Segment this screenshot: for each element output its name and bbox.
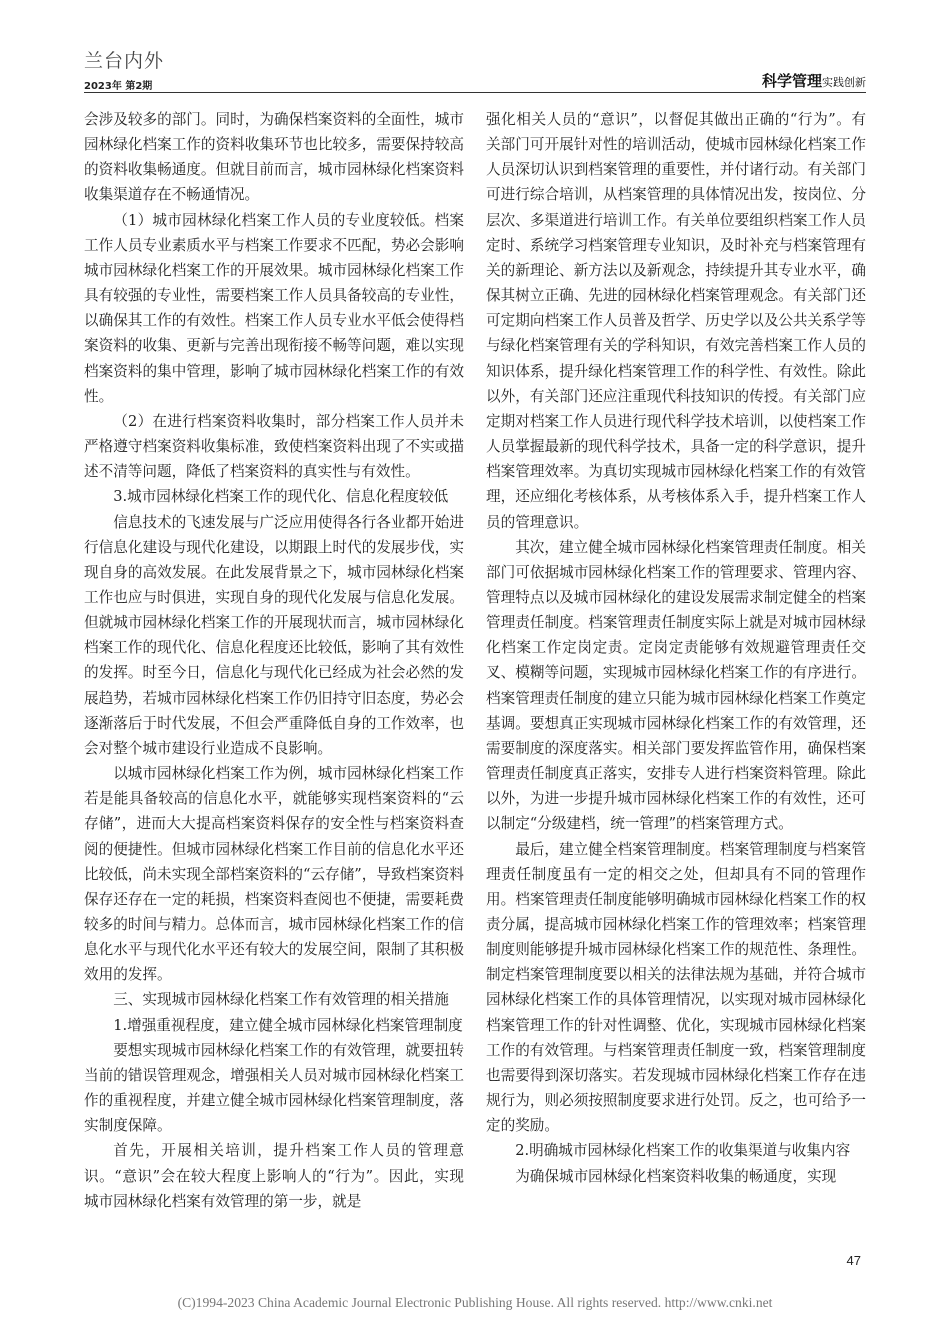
paragraph: 最后，建立健全档案管理制度。档案管理制度与档案管理责任制度虽有一定的相交之处，但却具有不同的管理作用。档案管理责任制度能够明确城市园林绿化档案工作的权责分属，提高城市园林绿化档案工作的管理效率；档案管理制度则能够提升城市园林绿化档案工作的规范性、条理性。制定档案管理制度要以相关的法律法规为基础，并符合城市园林绿化档案工作的具体管理情况，以实现对城市园林绿化档案管理工作的针对性调整、优化，实现城市园林绿化档案工作的有效管理。与档案管理责任制度一致，档案管理制度也需要得到深切落实。若发现城市园林绿化档案工作存在违规行为，则必须按照制度要求进行处罚。反之，也可给予一定的奖励。 [486, 840, 866, 1135]
right-column [486, 107, 866, 1189]
paragraph: 要想实现城市园林绿化档案工作的有效管理，就要扭转当前的错误管理观念，增强相关人员对城市园林绿化档案工作的重视程度，并建立健全城市园林绿化档案管理制度，落实制度保障。 [84, 1041, 464, 1135]
paragraph: （1）城市园林绿化档案工作人员的专业度较低。档案工作人员专业素质水平与档案工作要求不匹配，势必会影响城市园林绿化档案工作的开展效果。城市园林绿化档案工作具有较强的专业性，需要档案工作人员具备较高的专业性，以确保其工作的有效性。档案工作人员专业水平低会使得档案资料的收集、更新与完善出现衔接不畅等问题，难以实现档案资料的集中管理，影响了城市园林绿化档案工作的有效性。 [84, 211, 464, 405]
left-column [84, 107, 464, 1214]
journal-name: 兰台内外 [84, 50, 165, 72]
brand-main: 科学管理 [761, 72, 822, 90]
paragraph: 会涉及较多的部门。同时，为确保档案资料的全面性，城市园林绿化档案工作的资料收集环节也比较多，需要保持较高的资料收集畅通度。但就目前而言，城市园林绿化档案资料收集渠道存在不畅通情况。 [84, 111, 464, 204]
subsection-heading: 3.城市园林绿化档案工作的现代化、信息化程度较低 [113, 488, 449, 506]
paragraph: 其次，建立健全城市园林绿化档案管理责任制度。相关部门可依据城市园林绿化档案工作的管理要求、管理内容、管理特点以及城市园林绿化的建设发展需求制定健全的档案管理责任制度。档案管理责任制度实际上就是对城市园林绿化档案工作定岗定责。定岗定责能够有效规避管理责任交叉、模糊等问题，实现城市园林绿化档案工作的有序进行。档案管理责任制度的建立只能为城市园林绿化档案工作奠定基调。要想真正实现城市园林绿化档案工作的有效管理，还需要制度的深度落实。相关部门要发挥监管作用，确保档案管理责任制度真正落实，安排专人进行档案资料管理。除此以外，为进一步提升城市园林绿化档案工作的有效性，还可以制定“分级建档，统一管理”的档案管理方式。 [486, 538, 866, 833]
section-heading: 三、实现城市园林绿化档案工作有效管理的相关措施 [113, 991, 449, 1009]
paragraph: 信息技术的飞速发展与广泛应用使得各行各业都开始进行信息化建设与现代化建设，以期跟上时代的发展步伐，实现自身的高效发展。在此发展背景之下，城市园林绿化档案工作也应与时俱进，实现自身的现代化发展与信息化发展。但就城市园林绿化档案工作的开展现状而言，城市园林绿化档案工作的现代化、信息化程度还比较低，影响了其有效性的发挥。时至今日，信息化与现代化已经成为社会必然的发展趋势，若城市园林绿化档案工作仍旧持守旧态度，势必会逐渐落后于时代发展，不但会严重降低自身的工作效率，也会对整个城市建设行业造成不良影响。 [84, 513, 464, 757]
brand-sub: 实践创新 [822, 76, 866, 89]
copyright-footer: (C)1994-2023 China Academic Journal Electronic Publishing House. All rights reserved. http://www.cnki.net [177, 1295, 773, 1310]
header-divider [84, 92, 866, 93]
paragraph: 为确保城市园林绿化档案资料收集的畅通度，实现 [515, 1167, 837, 1185]
subsection-heading: 2.明确城市园林绿化档案工作的收集渠道与收集内容 [515, 1142, 851, 1160]
paragraph: 强化相关人员的“意识”，以督促其做出正确的“行为”。有关部门可开展针对性的培训活动，使城市园林绿化档案工作人员深切认识到档案管理的重要性，并付诸行动。有关部门可进行综合培训，从档案管理的具体情况出发，按岗位、分层次、多渠道进行培训工作。有关单位要组织档案工作人员定时、系统学习档案管理专业知识，及时补充与档案管理有关的新理论、新方法以及新观念，持续提升其专业水平，确保其树立正确、先进的园林绿化档案管理观念。有关部门还可定期向档案工作人员普及哲学、历史学以及公共关系学等与绿化档案管理有关的学科知识，有效完善档案工作人员的知识体系，提升绿化档案管理工作的科学性、有效性。除此以外，有关部门还应注重现代科技知识的传授。有关部门应定期对档案工作人员进行现代科学技术培训，以使档案工作人员掌握最新的现代科学技术，具备一定的科学意识，提升档案管理效率。为真切实现城市园林绿化档案工作的有效管理，还应细化考核体系，从考核体系入手，提升档案工作人员的管理意识。 [486, 111, 866, 531]
paragraph: （2）在进行档案资料收集时，部分档案工作人员并未严格遵守档案资料收集标准，致使档案资料出现了不实或描述不清等问题，降低了档案资料的真实性与有效性。 [84, 412, 464, 481]
page-number: 47 [846, 1253, 861, 1268]
subsection-heading: 1.增强重视程度，建立健全城市园林绿化档案管理制度 [113, 1016, 463, 1034]
paragraph: 以城市园林绿化档案工作为例，城市园林绿化档案工作若是能具备较高的信息化水平，就能够实现档案资料的“云存储”，进而大大提高档案资料保存的安全性与档案资料查阅的便捷性。但城市园林绿化档案工作目前的信息化水平还比较低，尚未实现全部档案资料的“云存储”，导致档案资料保存还存在一定的耗损，档案资料查阅也不便捷，需要耗费较多的时间与精力。总体而言，城市园林绿化档案工作的信息化水平与现代化水平还有较大的发展空间，限制了其积极效用的发挥。 [84, 765, 464, 984]
issue-label: 2023年 第2期 [84, 81, 153, 92]
section-brand [762, 70, 866, 91]
journal-header [84, 46, 164, 92]
paragraph: 首先，开展相关培训，提升档案工作人员的管理意识。“意识”会在较大程度上影响人的“行为”。因此，实现城市园林绿化档案有效管理的第一步，就是 [84, 1142, 464, 1210]
